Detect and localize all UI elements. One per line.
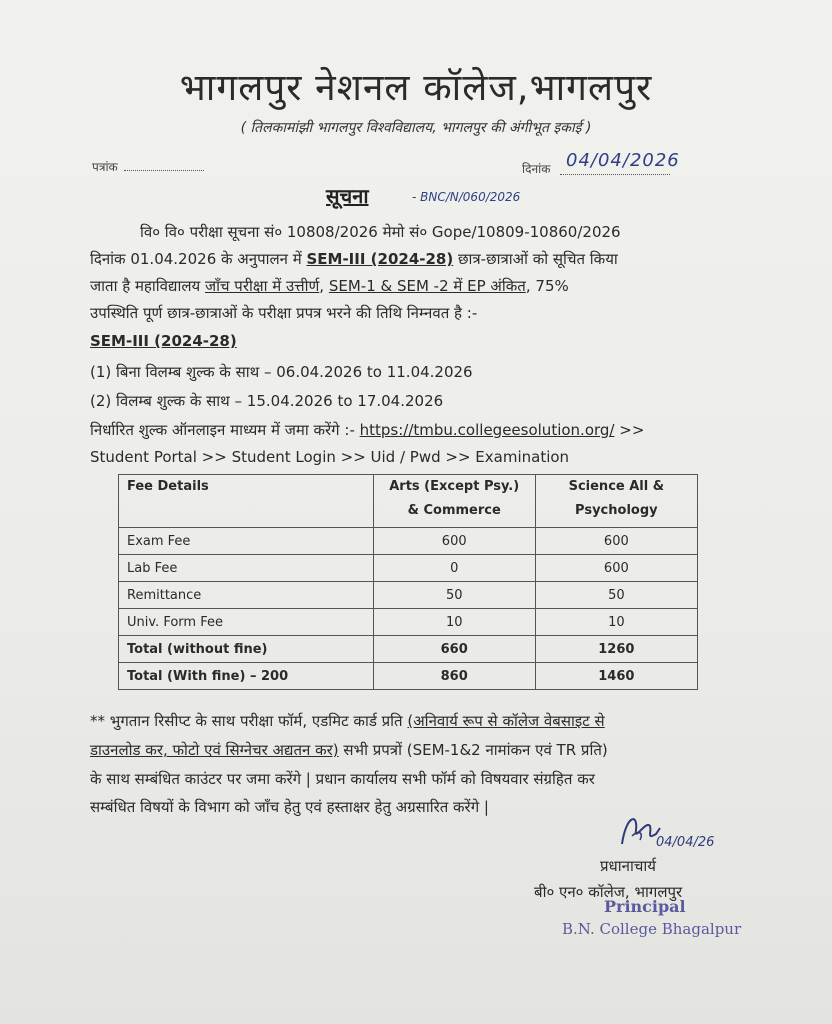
para1-condition-2: SEM-1 & SEM -2 में EP अंकित bbox=[328, 277, 526, 295]
instruction-line1-text: ** भुगतान रिसीप्ट के साथ परीक्षा फॉर्म, एडमिट कार्ड प्रति bbox=[90, 712, 408, 730]
para1-line3-text: जाता है महाविद्यालय bbox=[90, 277, 205, 295]
signature-date: 04/04/26 bbox=[656, 835, 715, 850]
science-value: 600 bbox=[535, 555, 697, 582]
college-portal-link[interactable]: https://tmbu.collegeesolution.org/ bbox=[359, 421, 615, 439]
science-value: 10 bbox=[535, 609, 697, 636]
instruction-line2 bbox=[90, 740, 608, 760]
row-label: Exam Fee bbox=[119, 528, 374, 555]
table-row-total-fine bbox=[119, 663, 698, 690]
instruction-line3: के साथ सम्बंधित काउंटर पर जमा करेंगे | प्रधान कार्यालय सभी फॉर्म को विषयवार संग्रहित कर bbox=[90, 770, 595, 788]
fee-table bbox=[118, 474, 698, 690]
handwritten-date: 04/04/2026 bbox=[566, 150, 680, 171]
para1-line3 bbox=[90, 276, 569, 296]
table-row bbox=[119, 528, 698, 555]
header-fee-details: Fee Details bbox=[119, 475, 374, 528]
date-item-1: (1) बिना विलम्ब शुल्क के साथ – 06.04.2026 to 11.04.2026 bbox=[90, 363, 473, 381]
header-science-line1: Science All & bbox=[568, 479, 665, 494]
date-dotted-line bbox=[560, 174, 670, 175]
header-science bbox=[535, 475, 697, 528]
college-name: भागलपुर नेशनल कॉलेज,भागलपुर bbox=[179, 66, 653, 109]
header-arts bbox=[373, 475, 535, 528]
header-arts-line1: Arts (Except Psy.) bbox=[389, 479, 520, 494]
science-value: 50 bbox=[535, 582, 697, 609]
science-value: 1260 bbox=[535, 636, 697, 663]
arts-value: 600 bbox=[373, 528, 535, 555]
table-row bbox=[119, 555, 698, 582]
arts-value: 0 bbox=[373, 555, 535, 582]
table-row-total bbox=[119, 636, 698, 663]
header-arts-line2: & Commerce bbox=[407, 503, 501, 518]
instruction-line4: सम्बंधित विषयों के विभाग को जाँच हेतु एवं हस्ताक्षर हेतु अग्रसारित करेंगे | bbox=[90, 798, 489, 816]
row-label: Total (With fine) – 200 bbox=[119, 663, 374, 690]
para1-comma: , bbox=[319, 277, 329, 295]
online-arrow: >> bbox=[614, 421, 645, 439]
science-value: 1460 bbox=[535, 663, 697, 690]
instruction-line2-text: सभी प्रपत्रों (SEM-1&2 नामांकन एवं TR प्रति) bbox=[338, 741, 608, 759]
online-payment-line bbox=[90, 420, 644, 440]
row-label: Total (without fine) bbox=[119, 636, 374, 663]
para1-condition-1: जाँच परीक्षा में उत्तीर्ण bbox=[204, 277, 320, 295]
notice-ref-number: - BNC/N/060/2026 bbox=[412, 190, 521, 204]
para1-line2 bbox=[90, 249, 618, 269]
arts-value: 860 bbox=[373, 663, 535, 690]
row-label: Lab Fee bbox=[119, 555, 374, 582]
online-payment-text: निर्धारित शुल्क ऑनलाइन माध्यम में जमा करेंगे :- bbox=[90, 421, 360, 439]
para1-line2-text: दिनांक 01.04.2026 के अनुपालन में bbox=[90, 250, 307, 268]
para1-line4: उपस्थिति पूर्ण छात्र-छात्राओं के परीक्षा प्रपत्र भरने की तिथि निम्नवत है :- bbox=[90, 304, 478, 322]
arts-value: 50 bbox=[373, 582, 535, 609]
stamp-principal: Principal bbox=[604, 897, 686, 916]
ref-dotted-line bbox=[124, 170, 204, 171]
portal-path: Student Portal >> Student Login >> Uid / Pwd >> Examination bbox=[90, 448, 570, 466]
instruction-line2-underlined: डाउनलोड कर, फोटो एवं सिग्नेचर अद्यतन कर) bbox=[90, 741, 339, 759]
arts-value: 10 bbox=[373, 609, 535, 636]
instruction-line1 bbox=[90, 711, 605, 731]
instruction-line1-underlined: (अनिवार्य रूप से कॉलेज वेबसाइट से bbox=[407, 712, 605, 730]
college-hindi: बी० एन० कॉलेज, भागलपुर bbox=[534, 883, 683, 901]
table-row bbox=[119, 582, 698, 609]
notice-heading: सूचना bbox=[326, 184, 369, 208]
science-value: 600 bbox=[535, 528, 697, 555]
row-label: Univ. Form Fee bbox=[119, 609, 374, 636]
arts-value: 660 bbox=[373, 636, 535, 663]
para1-line3-end: , 75% bbox=[525, 277, 569, 295]
affiliation: ( तिलकामांझी भागलपुर विश्वविद्यालय, भागलपुर की अंगीभूत इकाई ) bbox=[240, 120, 592, 136]
ref-label: पत्रांक bbox=[92, 160, 118, 174]
designation-hindi: प्रधानाचार्य bbox=[600, 857, 656, 875]
header-science-line2: Psychology bbox=[575, 503, 658, 518]
row-label: Remittance bbox=[119, 582, 374, 609]
para1-line2-end: छात्र-छात्राओं को सूचित किया bbox=[453, 250, 618, 268]
sem-heading: SEM-III (2024-28) bbox=[90, 332, 237, 350]
principal-signature bbox=[616, 806, 726, 854]
table-row bbox=[119, 609, 698, 636]
fee-table-header bbox=[119, 475, 698, 528]
para1-line1: वि० वि० परीक्षा सूचना सं० 10808/2026 मेमो सं० Gope/10809-10860/2026 bbox=[140, 223, 621, 241]
date-item-2: (2) विलम्ब शुल्क के साथ – 15.04.2026 to 17.04.2026 bbox=[90, 392, 444, 410]
para1-semester: SEM-III (2024-28) bbox=[306, 250, 454, 268]
stamp-college: B.N. College Bhagalpur bbox=[562, 920, 742, 938]
date-label: दिनांक bbox=[522, 162, 551, 176]
